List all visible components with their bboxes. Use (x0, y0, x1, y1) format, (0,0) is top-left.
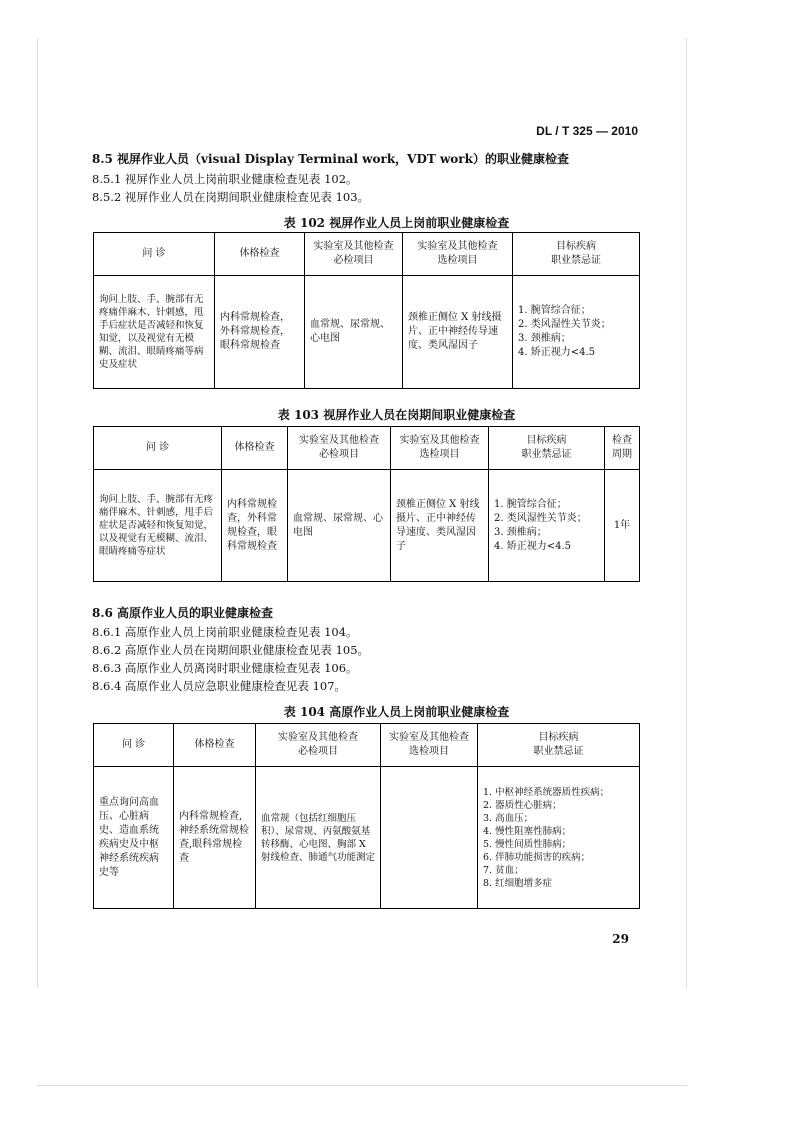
clause-8-6-2: 8.6.2 高原作业人员在岗期间职业健康检查见表 105。 (92, 643, 370, 657)
cell-check-period: 1年 (605, 470, 640, 582)
cell-lab-optional (381, 767, 478, 909)
header-target-disease: 目标疾病 职业禁忌证 (489, 427, 605, 470)
cell-physical-exam: 内科常规检查，外科常规检查，眼科常规检查 (215, 276, 305, 389)
table-header-row (94, 233, 640, 276)
header-lab-required: 实验室及其他检查 必检项目 (256, 724, 381, 767)
section-8-6-heading: 8.6 高原作业人员的职业健康检查 (92, 606, 274, 620)
clause-8-5-2: 8.5.2 视屏作业人员在岗期间职业健康检查见表 103。 (92, 190, 370, 204)
document-code: DL / T 325 — 2010 (536, 124, 638, 138)
header-inquiry: 问 诊 (94, 724, 174, 767)
cell-lab-optional: 颈椎正侧位 X 射线摄片、正中神经传导速度、类风湿因子 (403, 276, 513, 389)
cell-target-disease: 1. 腕管综合征； 2. 类风湿性关节炎； 3. 颈椎病； 4. 矫正视力<4.5 (489, 470, 605, 582)
header-lab-optional: 实验室及其他检查 选检项目 (381, 724, 478, 767)
header-physical-exam: 体格检查 (222, 427, 288, 470)
cell-target-disease: 1. 腕管综合征； 2. 类风湿性关节炎； 3. 颈椎病； 4. 矫正视力<4.5 (513, 276, 640, 389)
page-border-left (37, 38, 38, 988)
table-103 (93, 426, 640, 582)
header-physical-exam: 体格检查 (174, 724, 256, 767)
header-check-period: 检查 周期 (605, 427, 640, 470)
cell-lab-required: 血常规、尿常规、心电图 (305, 276, 403, 389)
clause-8-6-4: 8.6.4 高原作业人员应急职业健康检查见表 107。 (92, 679, 347, 693)
header-inquiry: 问 诊 (94, 233, 215, 276)
table-102-caption: 表 102 视屏作业人员上岗前职业健康检查 (283, 216, 510, 230)
table-row (94, 767, 640, 909)
header-lab-required: 实验室及其他检查 必检项目 (305, 233, 403, 276)
header-target-disease: 目标疾病 职业禁忌证 (513, 233, 640, 276)
header-lab-optional: 实验室及其他检查 选检项目 (403, 233, 513, 276)
header-physical-exam: 体格检查 (215, 233, 305, 276)
table-104-caption: 表 104 高原作业人员上岗前职业健康检查 (283, 705, 510, 719)
cell-physical-exam: 内科常规检查,神经系统常规检查,眼科常规检查 (174, 767, 256, 909)
table-102 (93, 232, 640, 389)
clause-8-5-1: 8.5.1 视屏作业人员上岗前职业健康检查见表 102。 (92, 172, 358, 186)
header-target-disease: 目标疾病 职业禁忌证 (478, 724, 640, 767)
table-header-row (94, 427, 640, 470)
cell-inquiry: 重点询问高血压、心脏病史、造血系统疾病史及中枢神经系统疾病史等 (94, 767, 174, 909)
table-row (94, 470, 640, 582)
clause-8-6-3: 8.6.3 高原作业人员离岗时职业健康检查见表 106。 (92, 661, 358, 675)
cell-physical-exam: 内科常规检查，外科常规检查，眼科常规检查 (222, 470, 288, 582)
clause-8-6-1: 8.6.1 高原作业人员上岗前职业健康检查见表 104。 (92, 625, 358, 639)
cell-lab-required: 血常规（包括红细胞压积）、尿常规、丙氨酸氨基转移酶、心电图、胸部 X 射线检查、肺通气功能测定 (256, 767, 381, 909)
cell-target-disease: 1. 中枢神经系统器质性疾病； 2. 器质性心脏病； 3. 高血压； 4. 慢性阻塞性肺病； 5. 慢性间质性肺病； 6. 伴肺功能损害的疾病； 7. 贫血； 8. 红细胞增多症 (478, 767, 640, 909)
cell-lab-required: 血常规、尿常规、心电图 (288, 470, 391, 582)
table-104 (93, 723, 640, 909)
page-number: 29 (612, 932, 629, 946)
table-row (94, 276, 640, 389)
cell-lab-optional: 颈椎正侧位 X 射线摄片、正中神经传导速度、类风湿因子 (391, 470, 489, 582)
header-lab-optional: 实验室及其他检查 选检项目 (391, 427, 489, 470)
page-border-bottom (37, 1085, 687, 1086)
section-8-5-heading: 8.5 视屏作业人员（visual Display Terminal work，VDT work）的职业健康检查 (92, 152, 569, 166)
table-header-row (94, 724, 640, 767)
page-border-right (686, 38, 687, 988)
cell-inquiry: 询问上肢、手、腕部有无疼痛伴麻木、针刺感，甩手后症状是否减轻和恢复知觉，以及视觉有无模糊、流泪、眼睛疼痛等症状 (94, 470, 222, 582)
cell-inquiry: 询问上肢、手、腕部有无疼痛伴麻木、针刺感，甩手后症状是否减轻和恢复知觉，以及视觉有无模糊、流泪、眼睛疼痛等病史及症状 (94, 276, 215, 389)
header-inquiry: 问 诊 (94, 427, 222, 470)
header-lab-required: 实验室及其他检查 必检项目 (288, 427, 391, 470)
table-103-caption: 表 103 视屏作业人员在岗期间职业健康检查 (277, 408, 516, 422)
